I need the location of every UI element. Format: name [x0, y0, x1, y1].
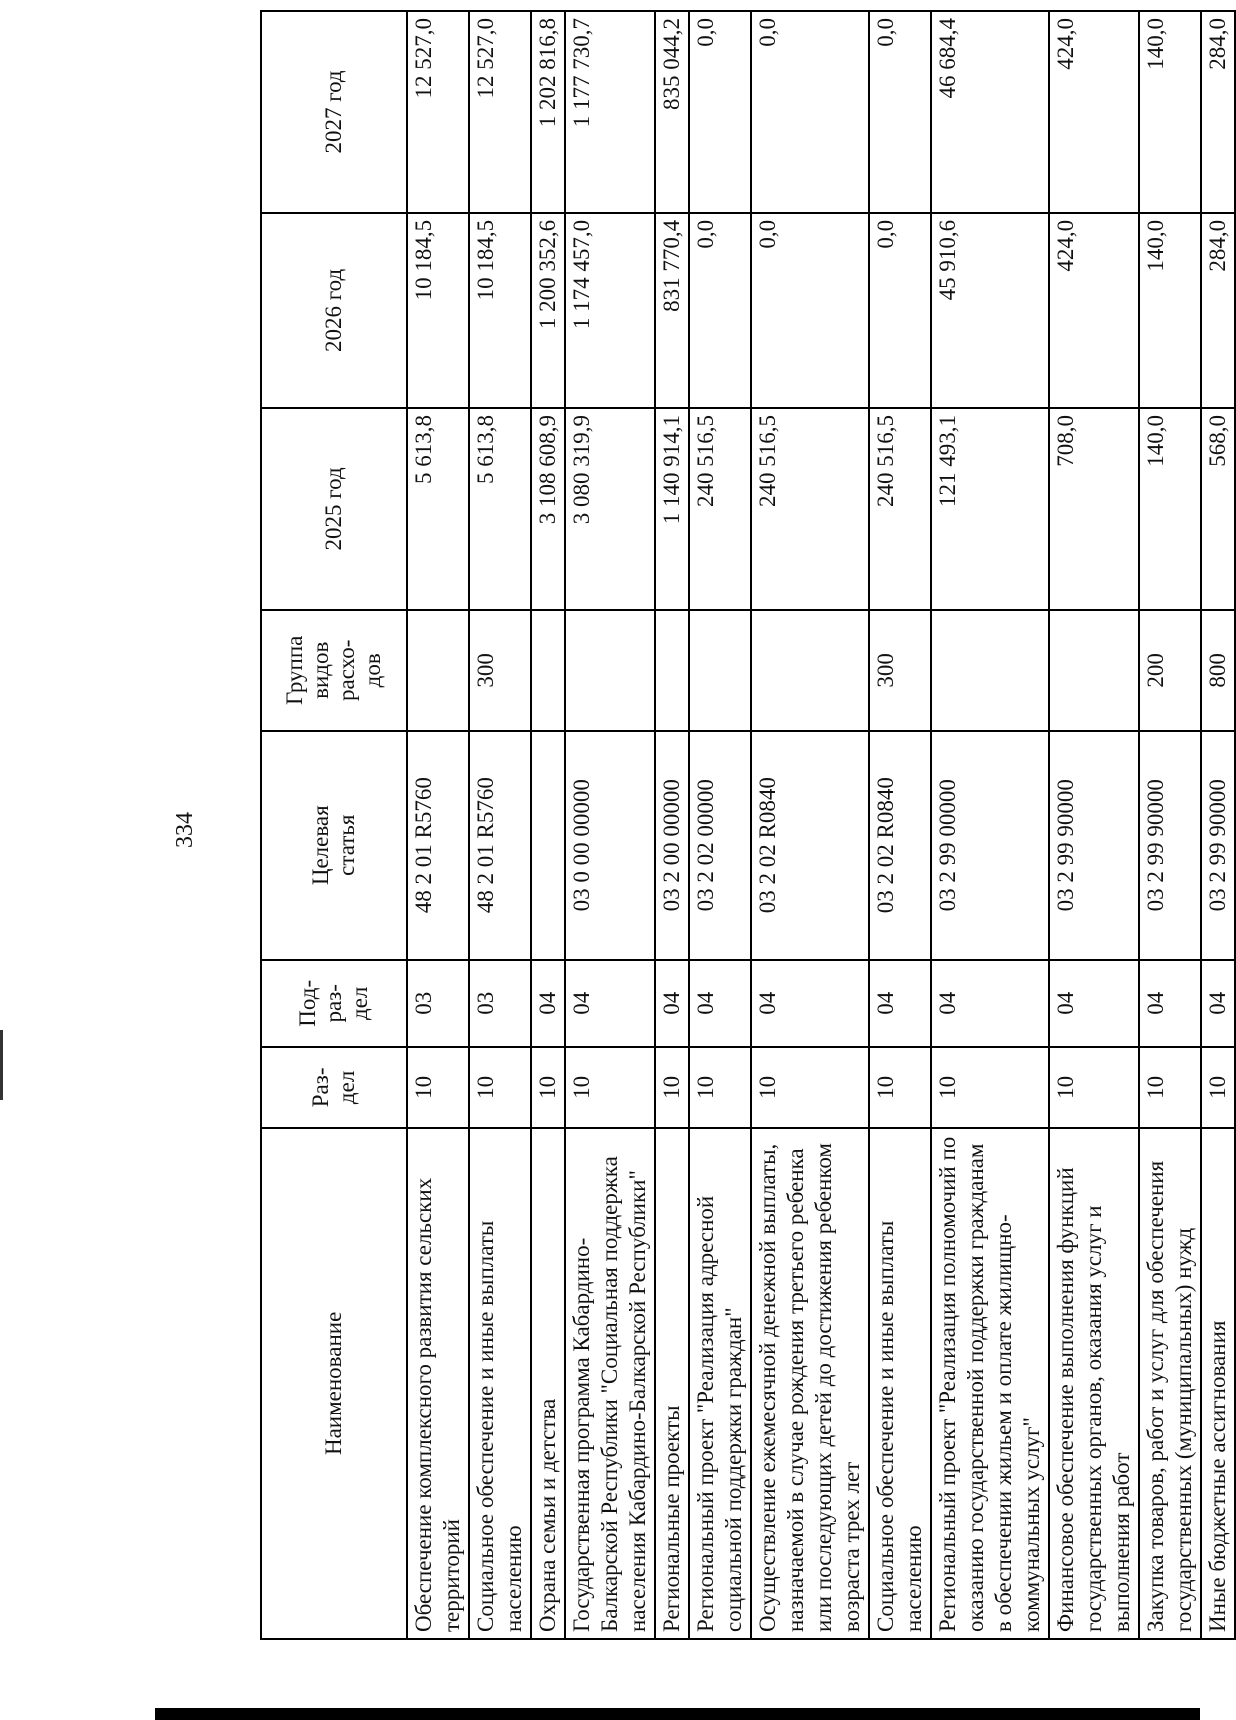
header-name: Наименование	[261, 1128, 407, 1639]
row-2026: 0,0	[869, 213, 931, 408]
row-razdel: 10	[531, 1047, 565, 1128]
row-podrazdel: 03	[469, 960, 531, 1047]
row-celevaya: 03 2 99 90000	[1049, 731, 1139, 960]
row-podrazdel: 04	[655, 960, 689, 1047]
row-gruppa	[407, 610, 469, 731]
row-celevaya: 03 2 02 00000	[689, 731, 751, 960]
row-podrazdel: 04	[751, 960, 869, 1047]
row-razdel: 10	[1139, 1047, 1201, 1128]
row-podrazdel: 04	[1201, 960, 1235, 1047]
row-2026: 284,0	[1201, 213, 1235, 408]
row-razdel: 10	[407, 1047, 469, 1128]
table-row	[1201, 11, 1235, 1639]
row-celevaya: 03 0 00 00000	[565, 731, 655, 960]
row-2025: 240 516,5	[751, 408, 869, 610]
row-celevaya: 03 2 99 00000	[931, 731, 1049, 960]
row-2026: 0,0	[689, 213, 751, 408]
row-name: Региональный проект "Реализация полномочий по оказанию государственной поддержки гражданам в обеспечении жильем и оплате жилищно-коммунальных услуг"	[931, 1128, 1049, 1639]
row-2027: 424,0	[1049, 11, 1139, 213]
header-gruppa: Группа видов расхо- дов	[261, 610, 407, 731]
header-2025: 2025 год	[261, 408, 407, 610]
row-podrazdel: 04	[869, 960, 931, 1047]
header-2027: 2027 год	[261, 11, 407, 213]
row-razdel: 10	[931, 1047, 1049, 1128]
row-celevaya: 03 2 99 90000	[1139, 731, 1201, 960]
row-name: Социальное обеспечение и иные выплаты населению	[869, 1128, 931, 1639]
row-celevaya: 03 2 02 R0840	[869, 731, 931, 960]
row-celevaya: 03 2 00 00000	[655, 731, 689, 960]
row-name: Государственная программа Кабардино-Балкарской Республики "Социальная поддержка населения Кабардино-Балкарской Республики"	[565, 1128, 655, 1639]
row-2025: 3 108 608,9	[531, 408, 565, 610]
row-name: Обеспечение комплексного развития сельских территорий	[407, 1128, 469, 1639]
header-2026: 2026 год	[261, 213, 407, 408]
row-name: Закупка товаров, работ и услуг для обеспечения государственных (муниципальных) нужд	[1139, 1128, 1201, 1639]
row-name: Социальное обеспечение и иные выплаты населению	[469, 1128, 531, 1639]
row-name: Региональный проект "Реализация адресной социальной поддержки граждан"	[689, 1128, 751, 1639]
row-podrazdel: 04	[565, 960, 655, 1047]
row-name: Охрана семьи и детства	[531, 1128, 565, 1639]
row-name: Финансовое обеспечение выполнения функций государственных органов, оказания услуг и выполнения работ	[1049, 1128, 1139, 1639]
row-podrazdel: 04	[1049, 960, 1139, 1047]
row-2027: 0,0	[869, 11, 931, 213]
row-podrazdel: 04	[1139, 960, 1201, 1047]
table-row	[689, 11, 751, 1639]
row-2026: 10 184,5	[407, 213, 469, 408]
row-2027: 0,0	[689, 11, 751, 213]
table-row	[565, 11, 655, 1639]
row-2026: 1 174 457,0	[565, 213, 655, 408]
table-row	[1049, 11, 1139, 1639]
row-2025: 3 080 319,9	[565, 408, 655, 610]
row-razdel: 10	[1049, 1047, 1139, 1128]
row-2025: 140,0	[1139, 408, 1201, 610]
row-podrazdel: 03	[407, 960, 469, 1047]
header-podrazdel: Под- раз- дел	[261, 960, 407, 1047]
row-2027: 1 202 816,8	[531, 11, 565, 213]
row-razdel: 10	[469, 1047, 531, 1128]
row-2025: 568,0	[1201, 408, 1235, 610]
row-name: Иные бюджетные ассигнования	[1201, 1128, 1235, 1639]
row-2025: 5 613,8	[469, 408, 531, 610]
row-razdel: 10	[655, 1047, 689, 1128]
row-2025: 1 140 914,1	[655, 408, 689, 610]
row-2027: 140,0	[1139, 11, 1201, 213]
table-row	[751, 11, 869, 1639]
scan-bottom-bar	[155, 1708, 1200, 1720]
table-row	[655, 11, 689, 1639]
row-gruppa	[689, 610, 751, 731]
row-2025: 121 493,1	[931, 408, 1049, 610]
row-2025: 708,0	[1049, 408, 1139, 610]
row-razdel: 10	[1201, 1047, 1235, 1128]
row-2026: 424,0	[1049, 213, 1139, 408]
row-name: Региональные проекты	[655, 1128, 689, 1639]
row-2027: 835 044,2	[655, 11, 689, 213]
row-2027: 12 527,0	[469, 11, 531, 213]
row-gruppa	[655, 610, 689, 731]
row-celevaya: 48 2 01 R5760	[469, 731, 531, 960]
row-podrazdel: 04	[531, 960, 565, 1047]
row-2026: 0,0	[751, 213, 869, 408]
row-gruppa: 300	[869, 610, 931, 731]
row-2026: 45 910,6	[931, 213, 1049, 408]
row-2025: 5 613,8	[407, 408, 469, 610]
row-name: Осуществление ежемесячной денежной выплаты, назначаемой в случае рождения третьего ребенка или последующих детей до достижения ребенком возраста трех лет	[751, 1128, 869, 1639]
page-number: 334	[172, 812, 198, 848]
row-gruppa	[531, 610, 565, 731]
table-row	[407, 11, 469, 1639]
table-row	[931, 11, 1049, 1639]
row-razdel: 10	[751, 1047, 869, 1128]
row-celevaya: 03 2 99 90000	[1201, 731, 1235, 960]
scan-edge-mark	[0, 1030, 3, 1100]
row-2026: 10 184,5	[469, 213, 531, 408]
row-razdel: 10	[565, 1047, 655, 1128]
row-gruppa: 300	[469, 610, 531, 731]
row-2025: 240 516,5	[689, 408, 751, 610]
row-podrazdel: 04	[931, 960, 1049, 1047]
row-2026: 140,0	[1139, 213, 1201, 408]
row-2027: 284,0	[1201, 11, 1235, 213]
row-razdel: 10	[869, 1047, 931, 1128]
row-gruppa	[931, 610, 1049, 731]
row-razdel: 10	[689, 1047, 751, 1128]
rotated-page	[170, 10, 1230, 1640]
row-celevaya: 03 2 02 R0840	[751, 731, 869, 960]
row-2026: 1 200 352,6	[531, 213, 565, 408]
row-gruppa	[1049, 610, 1139, 731]
row-podrazdel: 04	[689, 960, 751, 1047]
table-row	[469, 11, 531, 1639]
budget-table	[260, 10, 1236, 1640]
row-celevaya: 48 2 01 R5760	[407, 731, 469, 960]
row-gruppa: 200	[1139, 610, 1201, 731]
table-row	[1139, 11, 1201, 1639]
row-celevaya	[531, 731, 565, 960]
row-2027: 0,0	[751, 11, 869, 213]
row-gruppa	[565, 610, 655, 731]
table-row	[531, 11, 565, 1639]
row-2027: 46 684,4	[931, 11, 1049, 213]
header-celevaya: Целевая статья	[261, 731, 407, 960]
row-gruppa	[751, 610, 869, 731]
row-2027: 12 527,0	[407, 11, 469, 213]
table-row	[869, 11, 931, 1639]
row-gruppa: 800	[1201, 610, 1235, 731]
table-header-row	[261, 11, 407, 1639]
header-razdel: Раз- дел	[261, 1047, 407, 1128]
row-2027: 1 177 730,7	[565, 11, 655, 213]
row-2026: 831 770,4	[655, 213, 689, 408]
row-2025: 240 516,5	[869, 408, 931, 610]
